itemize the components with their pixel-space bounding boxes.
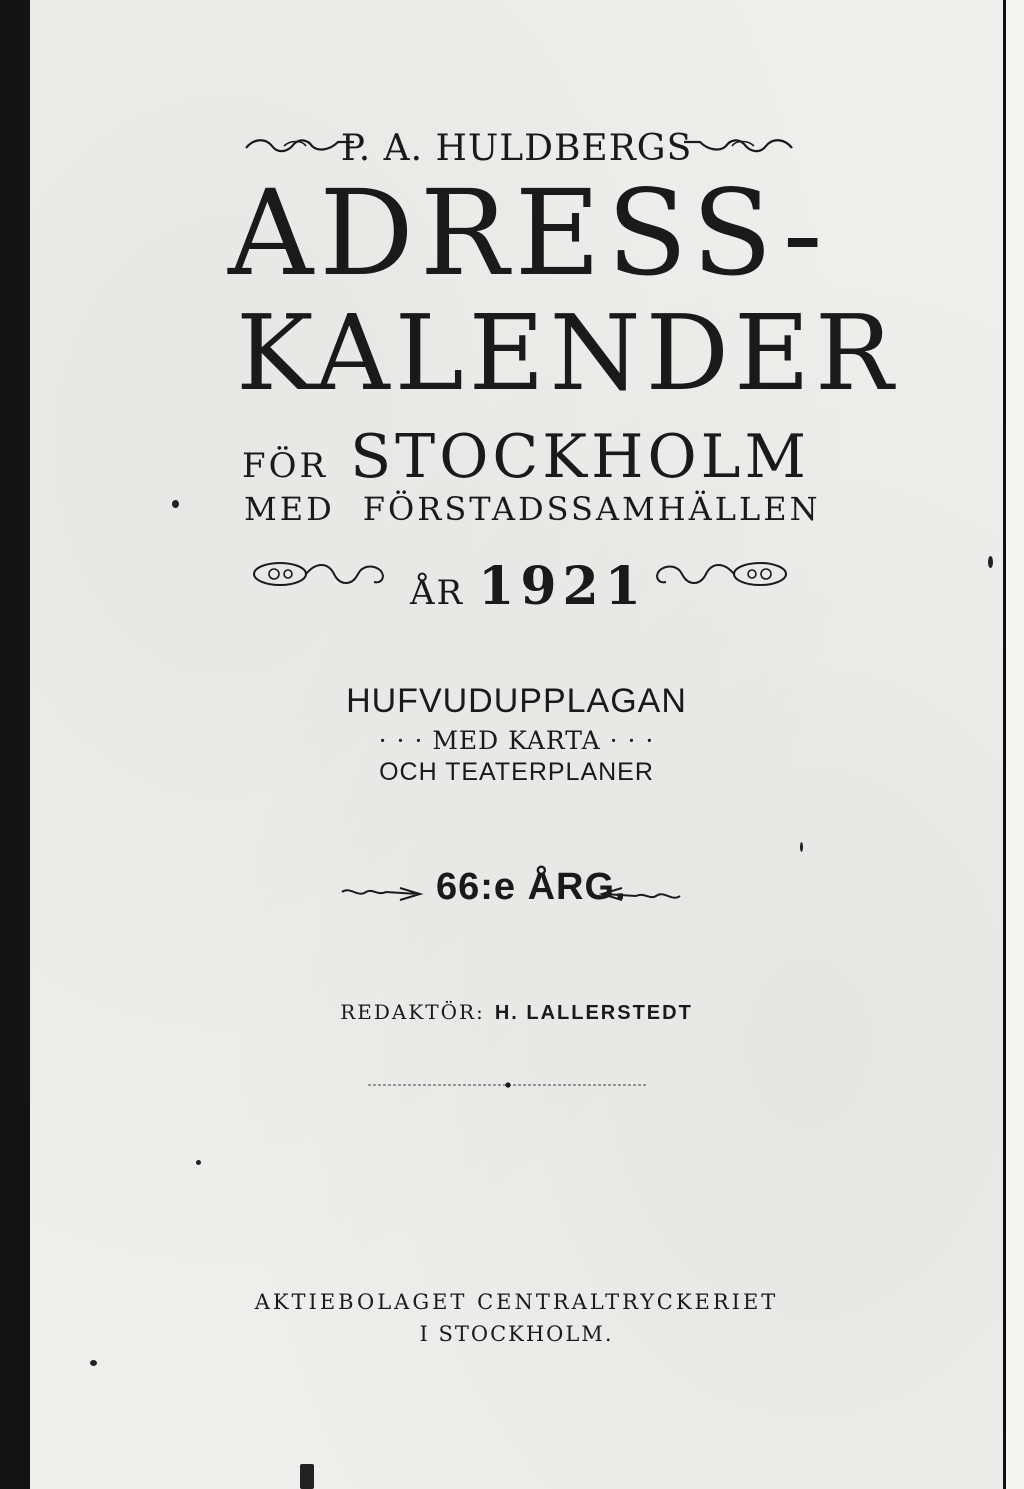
title-line-1: ADRESS- bbox=[228, 164, 829, 302]
city-name: STOCKHOLM bbox=[350, 422, 810, 492]
city-prefix: FÖR bbox=[242, 446, 329, 486]
editor-line bbox=[30, 1000, 1003, 1025]
suburbs-line bbox=[244, 490, 821, 528]
scan-speck bbox=[300, 1464, 314, 1489]
scroll-ornament-right-icon bbox=[650, 558, 790, 590]
scroll-ornament-left-icon bbox=[250, 558, 390, 590]
flourish-right-icon bbox=[682, 134, 794, 156]
printer-city: I STOCKHOLM. bbox=[419, 1322, 614, 1346]
volume-text: 66:e ÅRG. bbox=[436, 866, 627, 908]
scan-speck bbox=[988, 556, 993, 568]
scan-speck bbox=[196, 1160, 201, 1165]
divider-rule bbox=[368, 1082, 646, 1088]
suburbs-word-1: MED bbox=[244, 490, 335, 528]
edition-map-note: · · · MED KARTA · · · bbox=[378, 726, 655, 755]
arrow-flourish-left-icon bbox=[340, 884, 426, 904]
editor-name: H. LALLERSTEDT bbox=[494, 1002, 693, 1024]
arrow-flourish-right-icon bbox=[596, 884, 682, 904]
page-edge-strip bbox=[1003, 0, 1024, 1489]
title-line-2: KALENDER bbox=[236, 292, 899, 414]
editor-label: REDAKTÖR: bbox=[340, 1000, 485, 1024]
suburbs-word-2: FÖRSTADSSAMHÄLLEN bbox=[362, 490, 821, 528]
year-prefix: ÅR bbox=[410, 573, 465, 613]
publisher-name: P. A. HULDBERGS bbox=[340, 128, 693, 169]
scan-speck bbox=[90, 1360, 97, 1366]
scan-speck bbox=[172, 500, 179, 508]
edition-theatre-note: OCH TEATERPLANER bbox=[379, 758, 654, 786]
year-text bbox=[410, 556, 647, 617]
year-number: 1921 bbox=[478, 556, 647, 617]
city-line bbox=[242, 422, 810, 492]
scan-speck bbox=[800, 842, 803, 852]
edition-name: HUFVUDUPPLAGAN bbox=[346, 682, 687, 720]
printer-name: AKTIEBOLAGET CENTRALTRYCKERIET bbox=[254, 1290, 779, 1314]
year-line bbox=[250, 552, 790, 617]
volume-line bbox=[340, 866, 680, 916]
